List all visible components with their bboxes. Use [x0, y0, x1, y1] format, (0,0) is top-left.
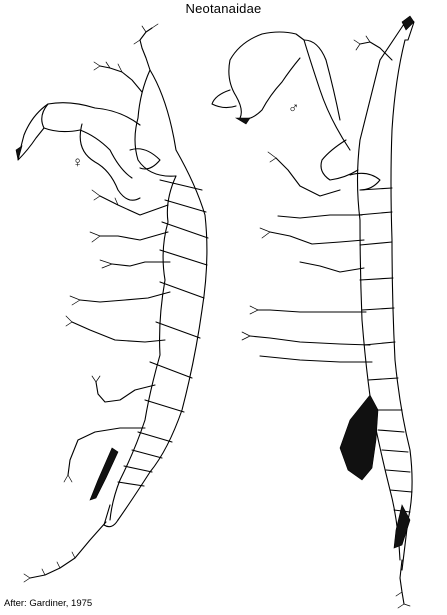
male-specimen-drawing — [212, 16, 414, 608]
male-cheliped — [229, 32, 350, 150]
female-pereopods — [64, 190, 170, 482]
male-symbol: ♂ — [288, 100, 300, 117]
female-specimen-drawing — [16, 24, 208, 582]
female-antenna-1 — [140, 28, 152, 70]
male-pleopod-setae — [340, 395, 378, 480]
figure-credit: After: Gardiner, 1975 — [4, 598, 93, 609]
male-pereopods — [242, 152, 372, 362]
female-head — [135, 70, 176, 176]
female-cheliped — [42, 103, 140, 178]
female-uropod — [30, 522, 106, 578]
female-pleopod-setae — [90, 448, 118, 500]
female-symbol: ♀ — [72, 154, 84, 171]
figure-title: Neotanaidae — [185, 1, 262, 16]
male-antenna — [360, 42, 392, 60]
female-segment-lines — [118, 180, 208, 486]
female-ventral-outline — [110, 176, 176, 520]
